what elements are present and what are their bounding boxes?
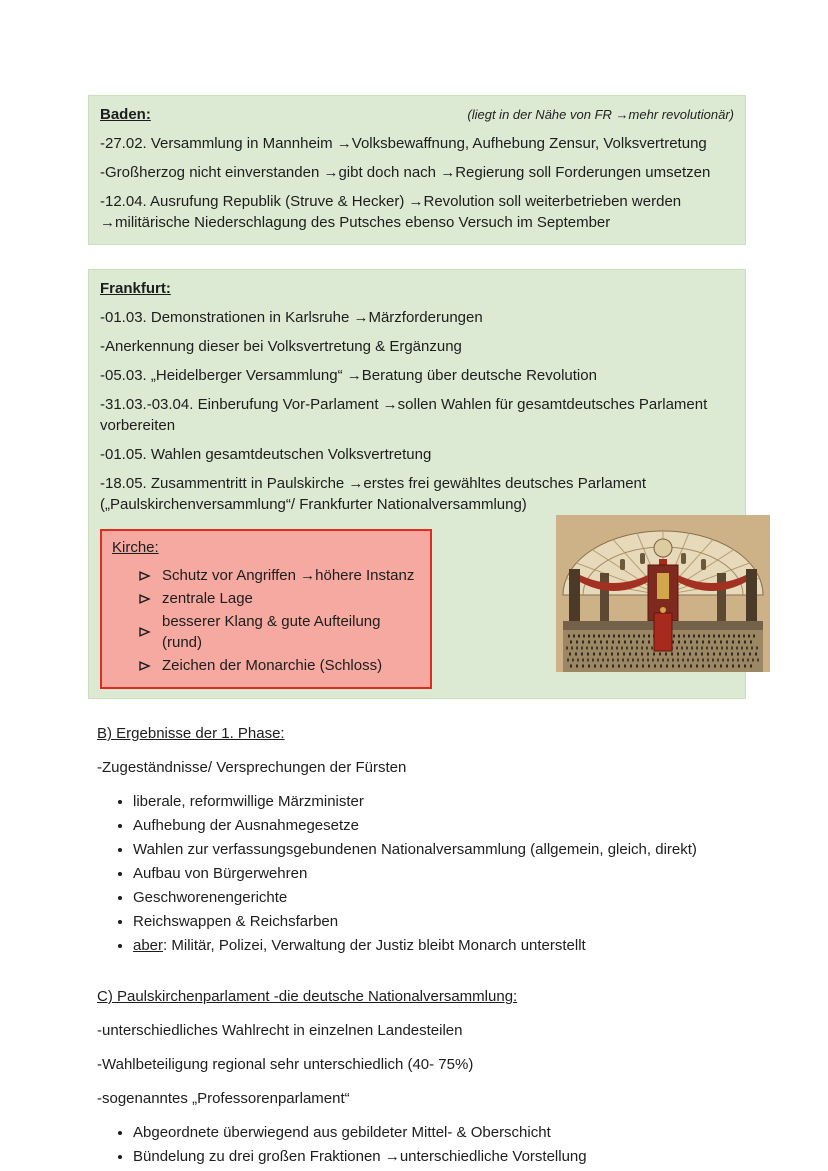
section-c-line: -sogenanntes „Professorenparlament“ xyxy=(97,1090,350,1107)
frankfurt-box-header xyxy=(100,278,734,299)
baden-box-header xyxy=(100,104,734,125)
list-item: • Wahlen zur verfassungsgebundenen Nationalversammlung (allgemein, gleich, direkt) xyxy=(133,839,746,860)
list-item-aber xyxy=(133,935,746,956)
list-item: • Aufbau von Bürgerwehren xyxy=(133,863,746,884)
arrow-bullet-icon xyxy=(138,593,151,605)
kirche-title: Kirche: xyxy=(112,539,159,556)
section-c xyxy=(88,986,746,1167)
section-b-list xyxy=(97,791,746,956)
frankfurt-line: -05.03. „Heidelberger Versammlung“ →Beratung über deutsche Revolution xyxy=(100,367,597,384)
frankfurt-line: -01.05. Wahlen gesamtdeutschen Volksvertretung xyxy=(100,446,432,463)
list-item: • Geschworenengerichte xyxy=(133,887,746,908)
kirche-item-text: besserer Klang & gute Aufteilung (rund) xyxy=(162,613,381,651)
frankfurt-line: -31.03.-03.04. Einberufung Vor-Parlament →sollen Wahlen für gesamtdeutsches Parlament vorbereiten xyxy=(100,396,708,434)
frankfurt-title: Frankfurt: xyxy=(100,280,171,297)
kirche-box xyxy=(100,529,432,689)
baden-line: -Großherzog nicht einverstanden →gibt doch nach →Regierung soll Forderungen umsetzen xyxy=(100,164,711,181)
aber-label: aber xyxy=(133,937,164,954)
baden-line: -12.04. Ausrufung Republik (Struve & Hecker) →Revolution soll weiterbetrieben werden →militärische Niederschlagung des Putsches ebenso Versuch im September xyxy=(100,193,682,231)
kirche-item xyxy=(112,588,420,609)
list-item: • liberale, reformwillige Märzminister xyxy=(133,791,746,812)
list-item: • Aufhebung der Ausnahmegesetze xyxy=(133,815,746,836)
section-c-line: -Wahlbeteiligung regional sehr unterschiedlich (40- 75%) xyxy=(97,1056,474,1073)
kirche-item-text: Schutz vor Angriffen →höhere Instanz xyxy=(162,567,415,584)
kirche-item-text: zentrale Lage xyxy=(162,590,253,607)
aber-text: : Militär, Polizei, Verwaltung der Justiz bleibt Monarch unterstellt xyxy=(163,937,586,954)
baden-title: Baden: xyxy=(100,106,151,123)
section-c-line: -unterschiedliches Wahlrecht in einzelnen Landesteilen xyxy=(97,1022,463,1039)
kirche-item-text: Zeichen der Monarchie (Schloss) xyxy=(162,657,383,674)
baden-line: -27.02. Versammlung in Mannheim →Volksbewaffnung, Aufhebung Zensur, Volksvertretung xyxy=(100,135,707,152)
list-item: • Bündelung zu drei großen Fraktionen →unterschiedliche Vorstellung xyxy=(133,1146,746,1167)
kirche-item xyxy=(112,611,420,653)
arrow-bullet-icon xyxy=(138,660,151,672)
section-b-heading: B) Ergebnisse der 1. Phase: xyxy=(97,725,285,742)
section-c-heading: C) Paulskirchenparlament -die deutsche Nationalversammlung: xyxy=(97,988,518,1005)
frankfurt-line: -01.03. Demonstrationen in Karlsruhe →Märzforderungen xyxy=(100,309,483,326)
paulskirche-image xyxy=(556,515,770,672)
baden-note: (liegt in der Nähe von FR →mehr revolutionär) xyxy=(467,107,734,122)
paulskirche-illustration xyxy=(556,515,770,672)
list-item: • Abgeordnete überwiegend aus gebildeter Mittel- & Oberschicht xyxy=(133,1122,746,1143)
kirche-item xyxy=(112,655,420,676)
baden-box xyxy=(88,95,746,245)
frankfurt-line: -Anerkennung dieser bei Volksvertretung & Ergänzung xyxy=(100,338,462,355)
section-c-list xyxy=(97,1122,746,1167)
arrow-bullet-icon xyxy=(138,626,151,638)
section-b xyxy=(88,723,746,956)
frankfurt-line: -18.05. Zusammentritt in Paulskirche →erstes frei gewähltes deutsches Parlament („Paulskirchenversammlung“/ Frankfurter Nationalversammlung) xyxy=(100,475,647,513)
kirche-item xyxy=(112,565,420,586)
section-b-intro: -Zugeständnisse/ Versprechungen der Fürsten xyxy=(97,759,407,776)
list-item: • Reichswappen & Reichsfarben xyxy=(133,911,746,932)
arrow-bullet-icon xyxy=(138,570,151,582)
